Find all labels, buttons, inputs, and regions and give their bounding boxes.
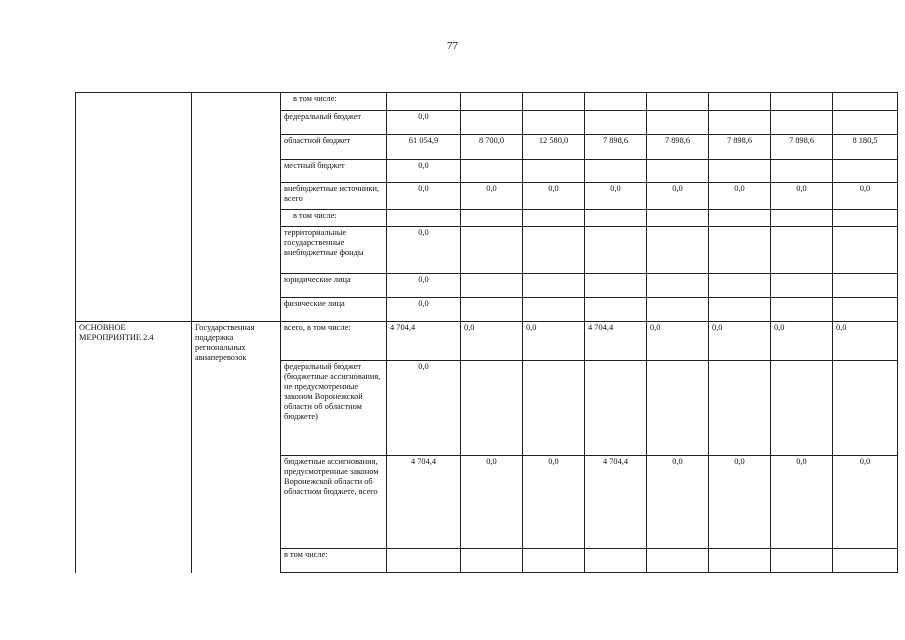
row-label: в том числе: bbox=[281, 549, 387, 573]
year-cell: 4 704,4 bbox=[585, 322, 647, 361]
row-label: областной бюджет bbox=[281, 135, 387, 160]
year-cell: 7 898,6 bbox=[709, 135, 771, 160]
total-cell: 0,0 bbox=[387, 361, 461, 456]
total-cell: 0,0 bbox=[387, 274, 461, 298]
year-cell: 7 898,6 bbox=[771, 135, 833, 160]
year-cell: 0,0 bbox=[771, 183, 833, 210]
event-title: Государственная поддержка региональных авиаперевозок bbox=[195, 323, 255, 363]
event-code: ОСНОВНОЕ МЕРОПРИЯТИЕ 2.4 bbox=[79, 323, 154, 343]
year-cell: 0,0 bbox=[771, 456, 833, 549]
row-label: бюджетные ассигнования, предусмотренные законом Воронежской области об областном бюджете, всего bbox=[281, 456, 387, 549]
row-label: федеральный бюджет bbox=[281, 111, 387, 135]
year-cell: 0,0 bbox=[461, 456, 523, 549]
total-cell: 4 704,4 bbox=[387, 456, 461, 549]
event-title-cell bbox=[192, 322, 281, 573]
year-cell: 0,0 bbox=[647, 322, 709, 361]
table-row bbox=[76, 322, 898, 361]
row-label: юридические лица bbox=[281, 274, 387, 298]
year-cell: 12 580,0 bbox=[523, 135, 585, 160]
continued-code-cell bbox=[76, 93, 192, 322]
continued-title-cell bbox=[192, 93, 281, 322]
year-cell: 0,0 bbox=[461, 322, 523, 361]
table-row bbox=[76, 93, 898, 111]
total-cell bbox=[387, 93, 461, 111]
total-cell: 0,0 bbox=[387, 183, 461, 210]
year-cell: 0,0 bbox=[647, 456, 709, 549]
total-cell: 0,0 bbox=[387, 160, 461, 183]
year-cell: 0,0 bbox=[523, 183, 585, 210]
year-cell: 4 704,4 bbox=[585, 456, 647, 549]
row-label: в том числе: bbox=[281, 93, 387, 111]
year-cell: 0,0 bbox=[461, 183, 523, 210]
row-label: местный бюджет bbox=[281, 160, 387, 183]
row-label: физические лица bbox=[281, 298, 387, 322]
total-cell: 0,0 bbox=[387, 227, 461, 274]
year-cell: 0,0 bbox=[523, 456, 585, 549]
year-cell: 0,0 bbox=[833, 456, 898, 549]
year-cell: 7 898,6 bbox=[585, 135, 647, 160]
row-label: в том числе: bbox=[281, 210, 387, 227]
year-cell: 0,0 bbox=[833, 322, 898, 361]
year-cell: 0,0 bbox=[647, 183, 709, 210]
year-cell: 0,0 bbox=[833, 183, 898, 210]
total-cell: 0,0 bbox=[387, 111, 461, 135]
year-cell: 8 700,0 bbox=[461, 135, 523, 160]
year-cell: 0,0 bbox=[585, 183, 647, 210]
year-cell: 0,0 bbox=[523, 322, 585, 361]
row-label: федеральный бюджет (бюджетные ассигнования, не предусмотренные законом Воронежской области об областном бюджете) bbox=[281, 361, 387, 456]
row-label: территориальные государственные внебюджетные фонды bbox=[281, 227, 387, 274]
total-cell: 61 054,9 bbox=[387, 135, 461, 160]
year-cell: 0,0 bbox=[709, 322, 771, 361]
row-label: внебюджетные источники, всего bbox=[281, 183, 387, 210]
total-cell: 4 704,4 bbox=[387, 322, 461, 361]
year-cell: 0,0 bbox=[771, 322, 833, 361]
year-cell: 0,0 bbox=[709, 183, 771, 210]
total-cell: 0,0 bbox=[387, 298, 461, 322]
budget-table-frame bbox=[75, 92, 897, 575]
year-cell: 7 898,6 bbox=[647, 135, 709, 160]
page-number: 77 bbox=[447, 40, 458, 52]
row-label: всего, в том числе: bbox=[281, 322, 387, 361]
budget-table bbox=[75, 92, 898, 573]
event-code-cell bbox=[76, 322, 192, 573]
year-cell: 0,0 bbox=[709, 456, 771, 549]
year-cell: 8 180,5 bbox=[833, 135, 898, 160]
